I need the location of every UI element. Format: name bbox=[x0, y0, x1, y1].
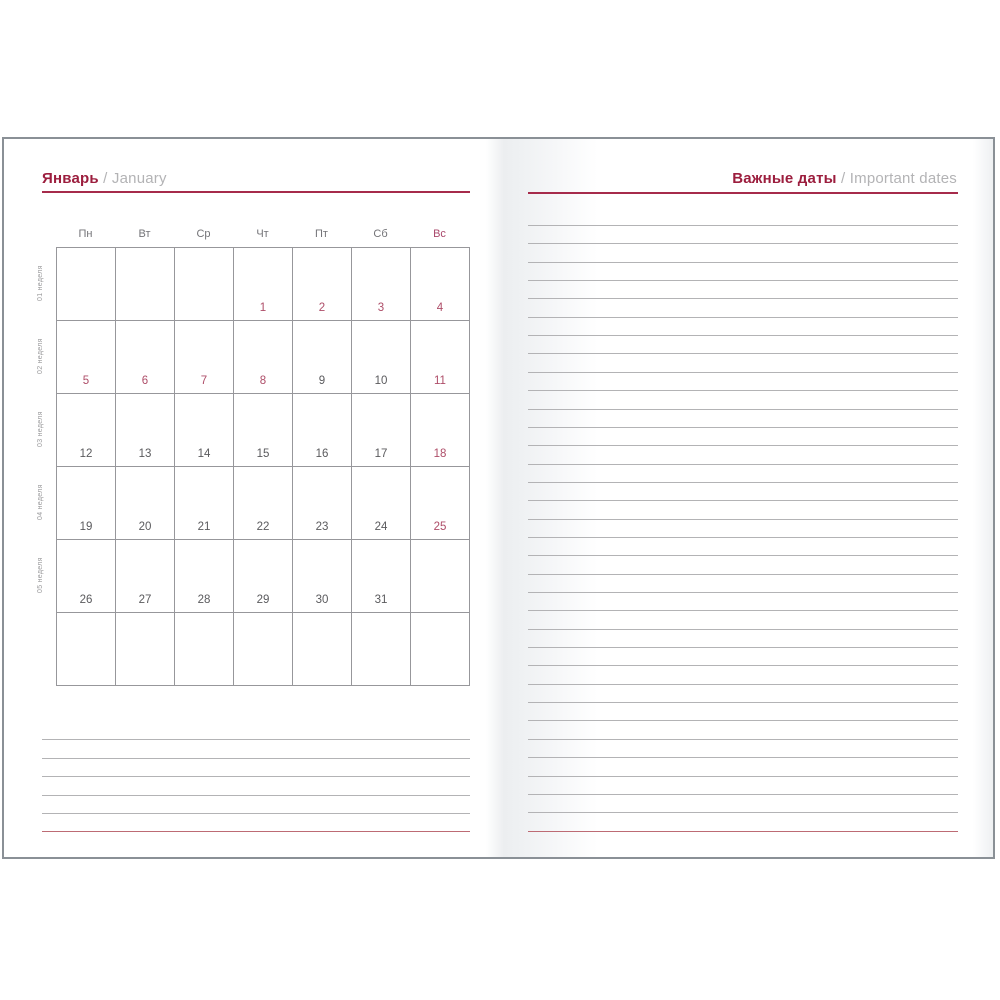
calendar-cell bbox=[293, 394, 352, 467]
date-number: 9 bbox=[318, 375, 326, 387]
calendar-cell bbox=[175, 613, 234, 686]
ruled-line bbox=[528, 647, 958, 648]
date-number: 14 bbox=[197, 448, 211, 460]
date-number: 5 bbox=[82, 375, 90, 387]
ruled-line bbox=[528, 280, 958, 281]
calendar-cell bbox=[175, 467, 234, 540]
notes-line bbox=[42, 776, 470, 777]
ruled-line bbox=[528, 353, 958, 354]
ruled-line bbox=[528, 702, 958, 703]
notes-line bbox=[42, 739, 470, 740]
calendar-cell bbox=[293, 248, 352, 321]
date-number: 16 bbox=[315, 448, 329, 460]
day-header-4: Чт bbox=[256, 228, 269, 240]
calendar-cell bbox=[293, 467, 352, 540]
ruled-line bbox=[528, 776, 958, 777]
date-number: 1 bbox=[259, 302, 267, 314]
ruled-line bbox=[528, 500, 958, 501]
calendar-cell bbox=[234, 613, 293, 686]
calendar-cell bbox=[352, 248, 411, 321]
ruled-line bbox=[528, 262, 958, 263]
day-header-5: Пт bbox=[315, 228, 328, 240]
ruled-line bbox=[528, 574, 958, 575]
date-number: 20 bbox=[138, 521, 152, 533]
important-dates-title-en: / Important dates bbox=[841, 170, 957, 187]
date-number: 15 bbox=[256, 448, 270, 460]
date-number: 3 bbox=[377, 302, 385, 314]
ruled-line bbox=[528, 372, 958, 373]
calendar-cell bbox=[57, 613, 116, 686]
ruled-line bbox=[528, 464, 958, 465]
date-number: 18 bbox=[433, 448, 447, 460]
day-header-row bbox=[56, 226, 469, 242]
left-page-header bbox=[42, 169, 167, 189]
ruled-line bbox=[528, 390, 958, 391]
date-number: 7 bbox=[200, 375, 208, 387]
ruled-line bbox=[528, 555, 958, 556]
month-title-ru: Январь bbox=[42, 170, 99, 187]
date-number: 8 bbox=[259, 375, 267, 387]
ruled-line-red bbox=[528, 831, 958, 832]
day-header-2: Вт bbox=[138, 228, 151, 240]
calendar-cell bbox=[352, 540, 411, 613]
notes-line-red bbox=[42, 831, 470, 832]
calendar-cell bbox=[234, 394, 293, 467]
ruled-line bbox=[528, 610, 958, 611]
calendar-cell bbox=[411, 394, 470, 467]
day-header-3: Ср bbox=[196, 228, 211, 240]
week-label-1: 01 неделя bbox=[37, 265, 44, 302]
week-label-5: 05 неделя bbox=[37, 557, 44, 594]
calendar-cell bbox=[175, 321, 234, 394]
calendar-cell bbox=[411, 321, 470, 394]
month-title-en: / January bbox=[103, 170, 167, 187]
week-label-2: 02 неделя bbox=[37, 338, 44, 375]
ruled-line bbox=[528, 757, 958, 758]
date-number: 26 bbox=[79, 594, 93, 606]
notes-line bbox=[42, 813, 470, 814]
calendar-cell bbox=[411, 613, 470, 686]
ruled-line bbox=[528, 720, 958, 721]
ruled-line bbox=[528, 445, 958, 446]
calendar-cell bbox=[234, 248, 293, 321]
calendar-cell bbox=[352, 394, 411, 467]
calendar-cell bbox=[411, 248, 470, 321]
calendar-cell bbox=[57, 248, 116, 321]
week-label-3: 03 неделя bbox=[37, 411, 44, 448]
date-number: 12 bbox=[79, 448, 93, 460]
calendar-cell bbox=[411, 540, 470, 613]
date-number: 4 bbox=[436, 302, 444, 314]
day-header-7: Вс bbox=[433, 228, 446, 240]
calendar-cell bbox=[116, 467, 175, 540]
date-number: 2 bbox=[318, 302, 326, 314]
calendar-cell bbox=[234, 321, 293, 394]
date-number: 19 bbox=[79, 521, 93, 533]
calendar-cell bbox=[175, 248, 234, 321]
date-number: 23 bbox=[315, 521, 329, 533]
calendar-cell bbox=[352, 613, 411, 686]
calendar-cell bbox=[57, 394, 116, 467]
left-header-rule bbox=[42, 191, 470, 193]
ruled-line bbox=[528, 794, 958, 795]
calendar-cell bbox=[293, 613, 352, 686]
date-number: 24 bbox=[374, 521, 388, 533]
ruled-line bbox=[528, 409, 958, 410]
date-number: 13 bbox=[138, 448, 152, 460]
calendar-cell bbox=[352, 467, 411, 540]
calendar-cell bbox=[293, 321, 352, 394]
calendar-cell bbox=[116, 613, 175, 686]
ruled-line bbox=[528, 317, 958, 318]
ruled-line bbox=[528, 537, 958, 538]
ruled-line bbox=[528, 225, 958, 226]
calendar-cell bbox=[411, 467, 470, 540]
date-number: 29 bbox=[256, 594, 270, 606]
ruled-line bbox=[528, 665, 958, 666]
calendar-cell bbox=[293, 540, 352, 613]
date-number: 27 bbox=[138, 594, 152, 606]
date-number: 6 bbox=[141, 375, 149, 387]
calendar-cell bbox=[352, 321, 411, 394]
ruled-line bbox=[528, 427, 958, 428]
notes-line bbox=[42, 795, 470, 796]
notes-line bbox=[42, 758, 470, 759]
ruled-line bbox=[528, 592, 958, 593]
right-header-rule bbox=[528, 192, 958, 194]
gutter-shadow bbox=[486, 139, 598, 857]
ruled-line bbox=[528, 739, 958, 740]
page-edge-shading bbox=[973, 139, 993, 857]
calendar-cell bbox=[57, 321, 116, 394]
day-header-6: Сб bbox=[373, 228, 388, 240]
calendar-cell bbox=[57, 540, 116, 613]
date-number: 11 bbox=[434, 375, 446, 387]
calendar-cell bbox=[57, 467, 116, 540]
important-dates-title-ru: Важные даты bbox=[732, 170, 837, 187]
calendar-cell bbox=[116, 394, 175, 467]
ruled-line bbox=[528, 812, 958, 813]
ruled-line bbox=[528, 482, 958, 483]
calendar-cell bbox=[116, 248, 175, 321]
date-number: 31 bbox=[374, 594, 388, 606]
calendar-grid bbox=[56, 247, 470, 686]
date-number: 25 bbox=[433, 521, 447, 533]
date-number: 28 bbox=[197, 594, 211, 606]
ruled-line bbox=[528, 335, 958, 336]
date-number: 17 bbox=[374, 448, 388, 460]
ruled-line bbox=[528, 519, 958, 520]
date-number: 30 bbox=[315, 594, 329, 606]
date-number: 22 bbox=[256, 521, 270, 533]
calendar-cell bbox=[234, 467, 293, 540]
right-page-header bbox=[732, 169, 957, 189]
calendar-cell bbox=[175, 394, 234, 467]
calendar-cell bbox=[116, 321, 175, 394]
calendar-cell bbox=[116, 540, 175, 613]
week-label-4: 04 неделя bbox=[37, 484, 44, 521]
calendar-cell bbox=[175, 540, 234, 613]
ruled-line bbox=[528, 298, 958, 299]
date-number: 21 bbox=[197, 521, 211, 533]
ruled-line bbox=[528, 629, 958, 630]
day-header-1: Пн bbox=[78, 228, 93, 240]
ruled-line bbox=[528, 243, 958, 244]
calendar-cell bbox=[234, 540, 293, 613]
ruled-line bbox=[528, 684, 958, 685]
date-number: 10 bbox=[374, 375, 388, 387]
